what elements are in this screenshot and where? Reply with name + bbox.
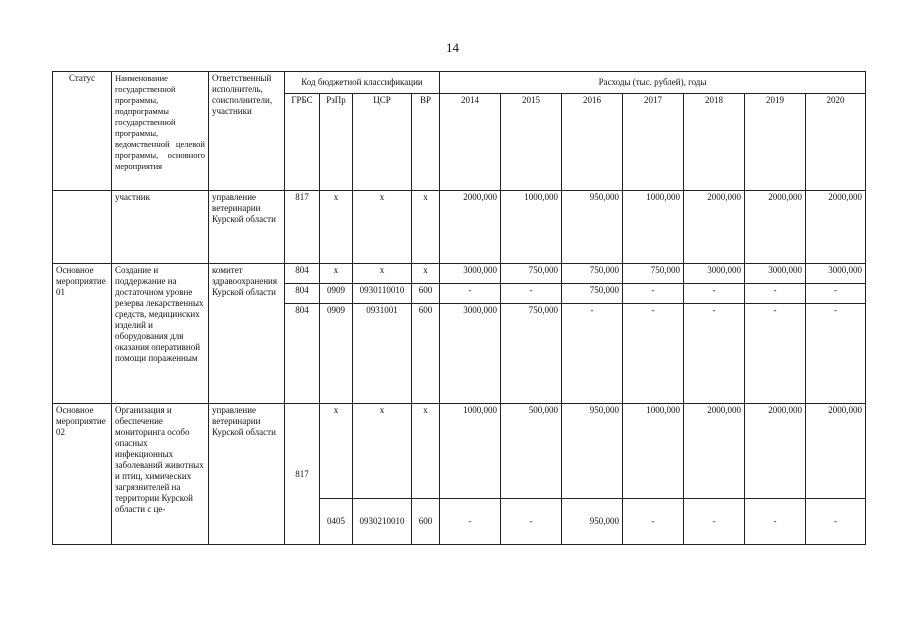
cell-value: 1000,000	[623, 191, 684, 264]
cell-value: 3000,000	[806, 264, 866, 284]
cell-value: 2000,000	[745, 404, 806, 499]
header-year: 2016	[562, 94, 623, 191]
cell-value: 2000,000	[440, 191, 501, 264]
cell-value: -	[440, 499, 501, 545]
cell-executor: управление ветеринарии Курской области	[209, 191, 285, 264]
cell-grbs: 804	[285, 304, 320, 404]
cell-rzpr: 0909	[320, 284, 353, 304]
cell-csr: 0930210010	[353, 499, 412, 545]
cell-csr: 0931001	[353, 304, 412, 404]
page-number: 14	[446, 40, 459, 55]
cell-vr: х	[412, 264, 440, 284]
cell-value: -	[745, 304, 806, 404]
cell-vr: 600	[412, 499, 440, 545]
cell-rzpr: 0405	[320, 499, 353, 545]
cell-value: 2000,000	[806, 191, 866, 264]
cell-value: 950,000	[562, 499, 623, 545]
cell-value: 3000,000	[745, 264, 806, 284]
cell-value: -	[623, 304, 684, 404]
cell-value: 750,000	[501, 304, 562, 404]
header-executor: Ответственный исполнитель, соисполнители, участники	[209, 72, 285, 191]
cell-value: 750,000	[562, 264, 623, 284]
cell-value: 2000,000	[684, 191, 745, 264]
cell-executor: комитет здравоохранения Курской области	[209, 264, 285, 404]
cell-value: 3000,000	[684, 264, 745, 284]
cell-value: 3000,000	[440, 264, 501, 284]
table-row-m02	[53, 404, 866, 499]
header-budget-code: Код бюджетной классификации	[285, 72, 440, 94]
header-year: 2014	[440, 94, 501, 191]
cell-value: -	[440, 284, 501, 304]
cell-status: Основное мероприятие 02	[53, 404, 112, 545]
cell-vr: 600	[412, 284, 440, 304]
cell-value: -	[501, 284, 562, 304]
header-vr: ВР	[412, 94, 440, 191]
cell-value: 500,000	[501, 404, 562, 499]
cell-value: -	[684, 499, 745, 545]
header-rzpr: РзПр	[320, 94, 353, 191]
cell-value: 1000,000	[623, 404, 684, 499]
cell-grbs: 817	[285, 191, 320, 264]
cell-vr: х	[412, 404, 440, 499]
cell-value: 750,000	[623, 264, 684, 284]
cell-csr: х	[353, 404, 412, 499]
cell-value: -	[745, 284, 806, 304]
cell-value: 1000,000	[501, 191, 562, 264]
cell-status-empty	[53, 191, 112, 264]
cell-value: 2000,000	[684, 404, 745, 499]
header-name: Наименование государственной программы, подпрограммы государственной программы, ведомственной целевой программы, основного мероприятия	[112, 72, 209, 191]
header-year: 2017	[623, 94, 684, 191]
cell-value: 750,000	[501, 264, 562, 284]
cell-executor: управление ветеринарии Курской области	[209, 404, 285, 545]
cell-rzpr: х	[320, 264, 353, 284]
cell-value: -	[745, 499, 806, 545]
cell-name: Создание и поддержание на достаточном уровне резерва лекарственных средств, медицинских изделий и оборудования для оказания оперативной помощи пораженным	[112, 264, 209, 404]
cell-value: -	[806, 499, 866, 545]
cell-value: -	[501, 499, 562, 545]
cell-value: 1000,000	[440, 404, 501, 499]
cell-value: -	[623, 499, 684, 545]
cell-name: Организация и обеспечение мониторинга особо опасных инфекционных заболеваний животных и птиц, химических загрязнителей на территории Курской области с це-	[112, 404, 209, 545]
cell-value: 950,000	[562, 191, 623, 264]
cell-rzpr: х	[320, 404, 353, 499]
header-year: 2018	[684, 94, 745, 191]
header-row	[53, 72, 866, 94]
cell-value: -	[684, 284, 745, 304]
header-year: 2020	[806, 94, 866, 191]
cell-vr: х	[412, 191, 440, 264]
header-year: 2019	[745, 94, 806, 191]
cell-csr: 0930110010	[353, 284, 412, 304]
cell-status: Основное мероприятие 01	[53, 264, 112, 404]
cell-value: 2000,000	[745, 191, 806, 264]
cell-value: -	[684, 304, 745, 404]
table-row-participant	[53, 191, 866, 264]
cell-rzpr: х	[320, 191, 353, 264]
cell-value: 750,000	[562, 284, 623, 304]
header-year: 2015	[501, 94, 562, 191]
header-status: Статус	[53, 72, 112, 191]
header-csr: ЦСР	[353, 94, 412, 191]
cell-grbs: 804	[285, 284, 320, 304]
cell-csr: х	[353, 191, 412, 264]
cell-value: 950,000	[562, 404, 623, 499]
header-expenses: Расходы (тыс. рублей), годы	[440, 72, 866, 94]
cell-value: -	[806, 304, 866, 404]
cell-name: участник	[112, 191, 209, 264]
budget-table	[52, 71, 866, 545]
cell-grbs: 817	[285, 404, 320, 545]
cell-value: -	[562, 304, 623, 404]
cell-rzpr: 0909	[320, 304, 353, 404]
cell-vr: 600	[412, 304, 440, 404]
cell-value: 2000,000	[806, 404, 866, 499]
header-grbs: ГРБС	[285, 94, 320, 191]
cell-value: 3000,000	[440, 304, 501, 404]
cell-value: -	[623, 284, 684, 304]
cell-value: -	[806, 284, 866, 304]
cell-csr: х	[353, 264, 412, 284]
cell-grbs: 804	[285, 264, 320, 284]
table-row-m01	[53, 264, 866, 284]
